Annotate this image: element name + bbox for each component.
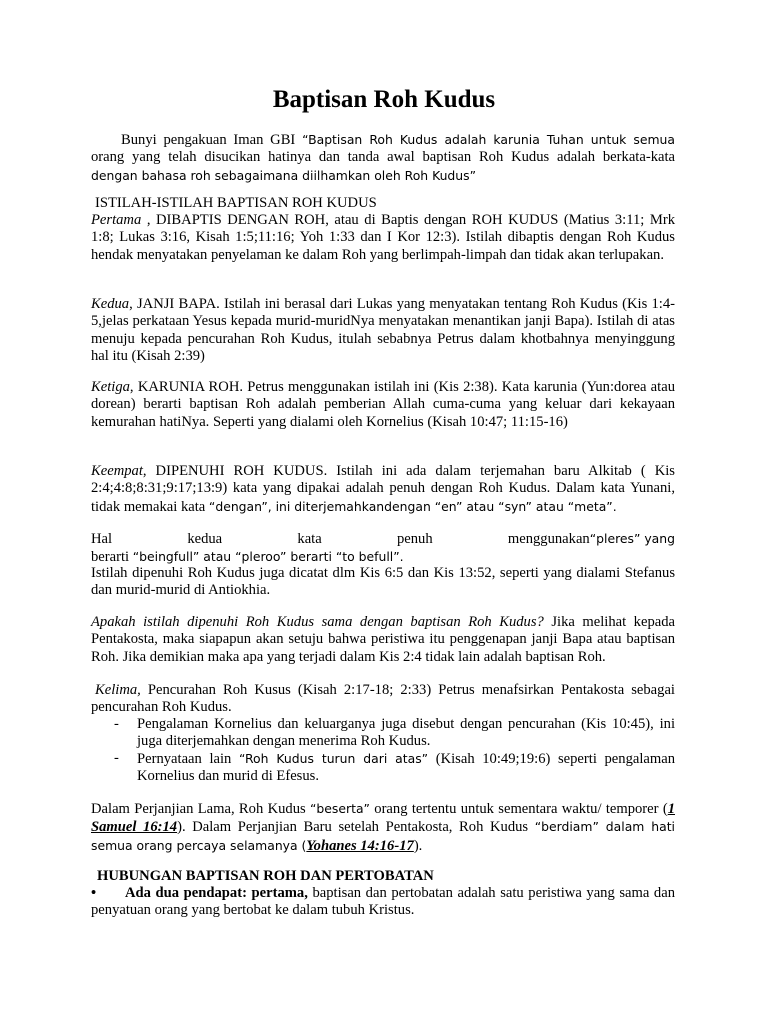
bullet-symbol: • [91, 885, 97, 901]
list-text-quote: “Roh Kudus turun dari atas” [238, 751, 429, 766]
intro-quote-1: “Baptisan Roh Kudus adalah karunia Tuhan untuk semua [302, 132, 675, 147]
hal-word-3: kata [297, 531, 322, 547]
perjanjian-d: ). Dalam Perjanjian Baru setelah Pentakosta, Roh Kudus [177, 819, 535, 836]
ketiga-label: Ketiga [91, 379, 130, 395]
kelima-label: Kelima, [95, 682, 141, 698]
perjanjian-c: orang tertentu untuk sementara waktu/ temporer ( [369, 801, 668, 817]
list-item-text: Pengalaman Kornelius dan keluarganya juga disebut dengan pencurahan (Kis 10:45), ini juga diterjemahkan dengan menerima Roh Kudus. [137, 716, 675, 750]
perjanjian-paragraph [91, 800, 675, 855]
page-title: Baptisan Roh Kudus [272, 86, 496, 113]
keempat-quote: “dengan”, ini diterjemahkandengan “en” atau “syn” atau “meta”. [208, 498, 617, 514]
bullet-paragraph [91, 885, 675, 920]
istilah-heading: ISTILAH-ISTILAH BAPTISAN ROH KUDUS [95, 195, 377, 211]
perjanjian-a: Dalam Perjanjian Lama, Roh Kudus [91, 801, 310, 817]
apakah-question: Apakah istilah dipenuhi Roh Kudus sama dengan baptisan Roh Kudus? [91, 614, 544, 630]
kedua-label: Kedua [91, 296, 130, 312]
ref-1-samuel-link[interactable]: 1 Samuel 16:14 [91, 801, 675, 836]
kedua-paragraph [91, 296, 675, 365]
perjanjian-b: “beserta” [310, 801, 370, 816]
intro-quote-2: dengan bahasa roh sebagaimana diilhamkan oleh Roh Kudus” [91, 167, 477, 183]
list-item [116, 716, 675, 751]
keempat-paragraph [91, 463, 675, 516]
ref-yohanes-link[interactable]: Yohanes 14:16-17 [306, 837, 414, 854]
hal-word-5-group [508, 531, 675, 548]
list-text-c: (Kisah 10:49;19:6) seperti pengalaman Kornelius dan murid di Efesus. [137, 751, 676, 785]
list-dash: - [114, 716, 119, 732]
hal-line [91, 531, 675, 548]
bullet-bold: Ada dua pendapat: pertama, [125, 885, 308, 901]
kedua-text: , JANJI BAPA. Istilah ini berasal dari Lukas yang menyatakan tentang Roh Kudus (Kis 1:4-5,jelas perkataan Yesus kepada murid-muridNya menyatakan menantikan janji Bapa). Istilah di atas menuju kepada pencurahan Roh Kudus, itulah sebabnya Petrus dalam khotbahnya menyinggung hal itu (Kisah 2:39) [91, 296, 675, 364]
apakah-paragraph [91, 614, 675, 666]
perjanjian-f: ). [413, 837, 423, 854]
intro-text-1: Bunyi pengakuan Iman GBI [121, 132, 303, 148]
ketiga-paragraph [91, 379, 675, 431]
berarti-a: berarti [91, 549, 133, 565]
berarti-line [91, 548, 675, 566]
list-item-text [137, 750, 675, 786]
kelima-text: Pencurahan Roh Kusus (Kisah 2:17-18; 2:33) Petrus menafsirkan Pentakosta sebagai pencurahan Roh Kudus. [91, 682, 675, 716]
istilah-dipenuhi-line: Istilah dipenuhi Roh Kudus juga dicatat dlm Kis 6:5 dan Kis 13:52, seperti yang dialami Stefanus dan murid-murid di Antiokhia. [91, 565, 675, 599]
list-text-a: Pernyataan lain [137, 751, 239, 767]
list-dash: - [114, 750, 119, 766]
ketiga-text: , KARUNIA ROH. Petrus menggunakan istilah ini (Kis 2:38). Kata karunia (Yun:dorea atau dorean) berarti baptisan Roh adalah pemberian Allah cuma-cuma yang keluar dari kekayaan kemurahan hatiNya. Seperti yang dialami oleh Kornelius (Kisah 10:47; 11:15-16) [91, 379, 675, 430]
bullet-text: baptisan dan pertobatan adalah satu peristiwa yang sama dan penyatuan orang yang bertobat ke dalam tubuh Kristus. [91, 885, 676, 919]
pertama-label: Pertama [91, 212, 142, 228]
hubungan-heading: HUBUNGAN BAPTISAN ROH DAN PERTOBATAN [97, 868, 434, 884]
pertama-text: , DIBAPTIS DENGAN ROH, atau di Baptis dengan ROH KUDUS (Matius 3:11; Mrk 1:8; Lukas 3:16, Kisah 1:5;11:16; Yoh 1:33 dan I Kor 12:3). Istilah dibaptis dengan Roh Kudus hendak menyatakan penyelaman ke dalam Roh yang berlimpah-limpah dan tidak akan terlupakan. [91, 212, 675, 263]
list-item [116, 750, 675, 786]
hal-tail: “pleres” yang [589, 531, 675, 546]
apakah-text: Jika melihat kepada Pentakosta, maka siapapun akan setuju bahwa peristiwa itu penggenapan janji Bapa atau baptisan Roh. Jika demikian maka apa yang terjadi dalam Kis 2:4 tidak lain adalah baptisan Roh. [91, 614, 675, 665]
keempat-label: Keempat [91, 463, 143, 479]
kelima-paragraph [91, 682, 675, 717]
intro-text-2: orang yang telah disucikan hatinya dan tanda awal baptisan Roh Kudus adalah berkata-kata [91, 149, 675, 166]
pertama-paragraph [91, 212, 675, 264]
intro-paragraph [91, 131, 675, 185]
hal-word-2: kedua [187, 531, 223, 547]
keempat-text: , DIPENUHI ROH KUDUS. Istilah ini ada dalam terjemahan baru Alkitab ( Kis 2:4;4:8;8:31;9:17;13:9) kata yang dipakai adalah penuh dengan Roh Kudus. Dalam kata Yunani, tidak memakai kata [91, 463, 675, 515]
hal-word-1: Hal [91, 531, 113, 547]
perjanjian-e: “berdiam” dalam hati semua orang percaya selamanya ( [91, 819, 675, 853]
hal-word-5: menggunakan [507, 531, 590, 547]
hal-word-4: penuh [396, 531, 433, 547]
berarti-b: “beingfull” atau “pleroo” berarti “to befull”. [132, 549, 404, 564]
